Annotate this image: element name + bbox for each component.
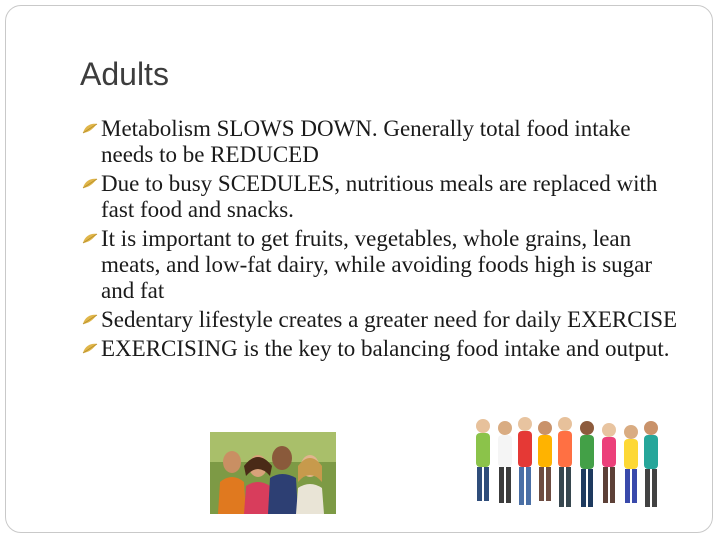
bullet-text: Due to busy SCEDULES, nutritious meals are replaced with fast food and snacks. [101, 171, 658, 222]
bullet-item [82, 307, 682, 333]
bullet-text: EXERCISING is the key to balancing food intake and output. [101, 336, 670, 361]
slide-title: Adults [80, 56, 169, 92]
bullet-list [82, 116, 682, 365]
leaf-bullet-icon [82, 343, 98, 354]
bullet-item [82, 226, 682, 304]
bullet-item [82, 336, 682, 362]
leaf-bullet-icon [82, 233, 98, 244]
bullet-item [82, 116, 682, 168]
cartoon-people-icon [469, 414, 665, 522]
leaf-bullet-icon [82, 123, 98, 134]
bullet-text: It is important to get fruits, vegetables, whole grains, lean meats, and low-fat dairy, while avoiding foods high is sugar and fat [101, 226, 653, 303]
bullet-text: Sedentary lifestyle creates a greater need for daily EXERCISE [101, 307, 678, 332]
leaf-bullet-icon [82, 314, 98, 325]
people-illustration [469, 414, 665, 522]
bullet-item [82, 171, 682, 223]
photo-of-friends-icon [210, 432, 336, 514]
leaf-bullet-icon [82, 178, 98, 189]
group-photo [210, 432, 336, 514]
bullet-text: Metabolism SLOWS DOWN. Generally total food intake needs to be REDUCED [101, 116, 631, 167]
